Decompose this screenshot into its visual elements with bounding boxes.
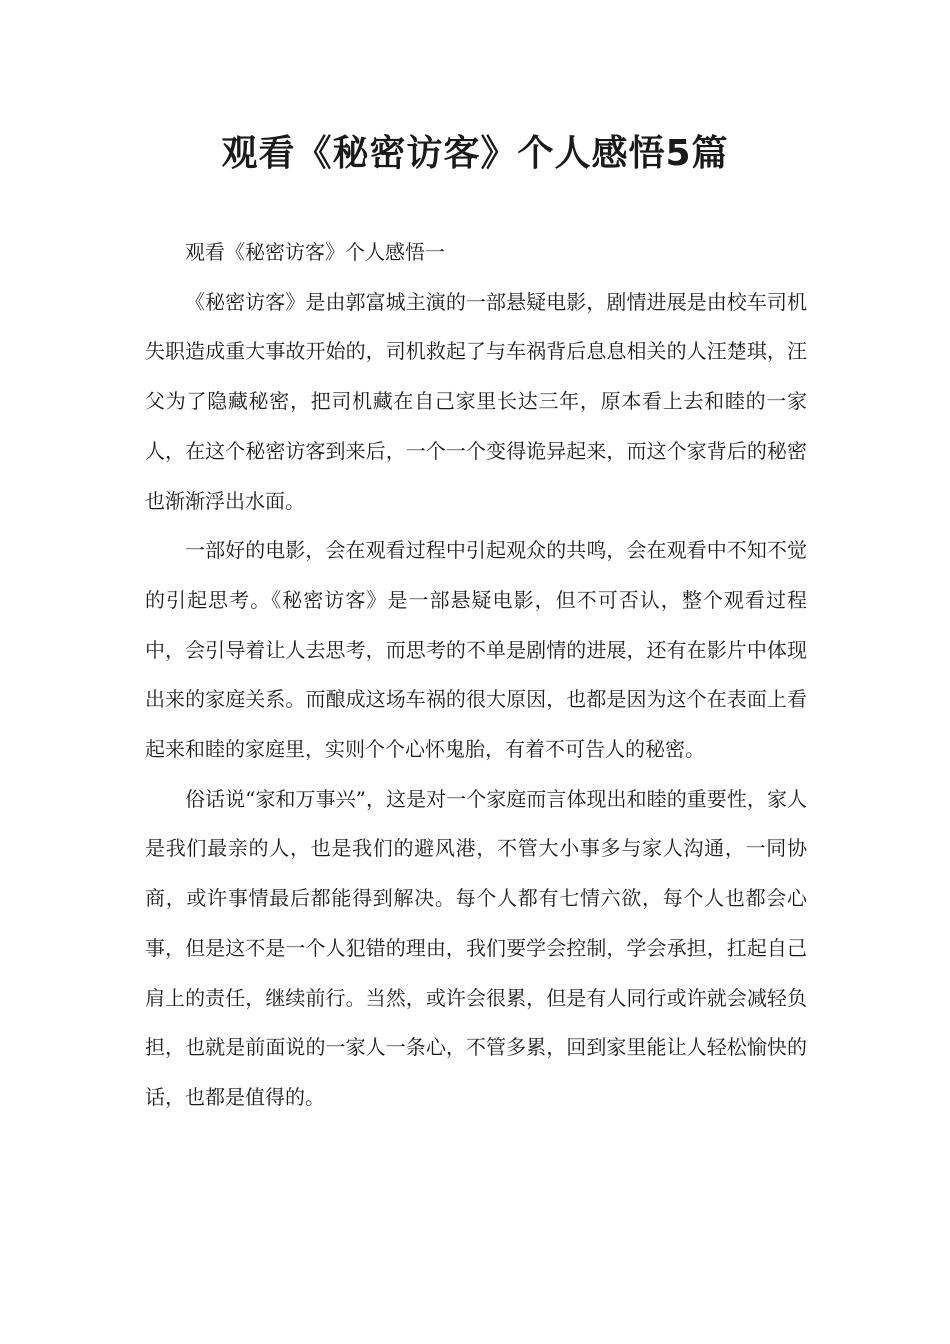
paragraph-1: 《秘密访客》是由郭富城主演的一部悬疑电影，剧情进展是由校车司机失职造成重大事故开始的，司机救起了与车祸背后息息相关的人汪楚琪，汪父为了隐藏秘密，把司机藏在自己家里长达三年，原本看上去和睦的一家人，在这个秘密访客到来后，一个一个变得诡异起来，而这个家背后的秘密也渐渐浮出水面。 <box>145 289 807 513</box>
paragraph-3: 俗话说“家和万事兴”，这是对一个家庭而言体现出和睦的重要性，家人是我们最亲的人，也是我们的避风港，不管大小事多与家人沟通，一同协商，或许事情最后都能得到解决。每个人都有七情六欲，每个人也都会心事，但是这不是一个人犯错的理由，我们要学会控制，学会承担，扛起自己肩上的责任，继续前行。当然，或许会很累，但是有人同行或许就会减轻负担，也就是前面说的一家人一条心，不管多累，回到家里能让人轻松愉快的话，也都是值得的。 <box>145 786 807 1109</box>
document-title: 观看《秘密访客》个人感悟5篇 <box>221 133 729 174</box>
paragraph-2: 一部好的电影，会在观看过程中引起观众的共鸣，会在观看中不知不觉的引起思考。《秘密访客》是一部悬疑电影，但不可否认，整个观看过程中，会引导着让人去思考，而思考的不单是剧情的进展，还有在影片中体现出来的家庭关系。而酿成这场车祸的很大原因，也都是因为这个在表面上看起来和睦的家庭里，实则个个心怀鬼胎，有着不可告人的秘密。 <box>145 538 807 762</box>
document-body <box>145 228 807 1123</box>
section-heading: 观看《秘密访客》个人感悟一 <box>185 240 445 264</box>
